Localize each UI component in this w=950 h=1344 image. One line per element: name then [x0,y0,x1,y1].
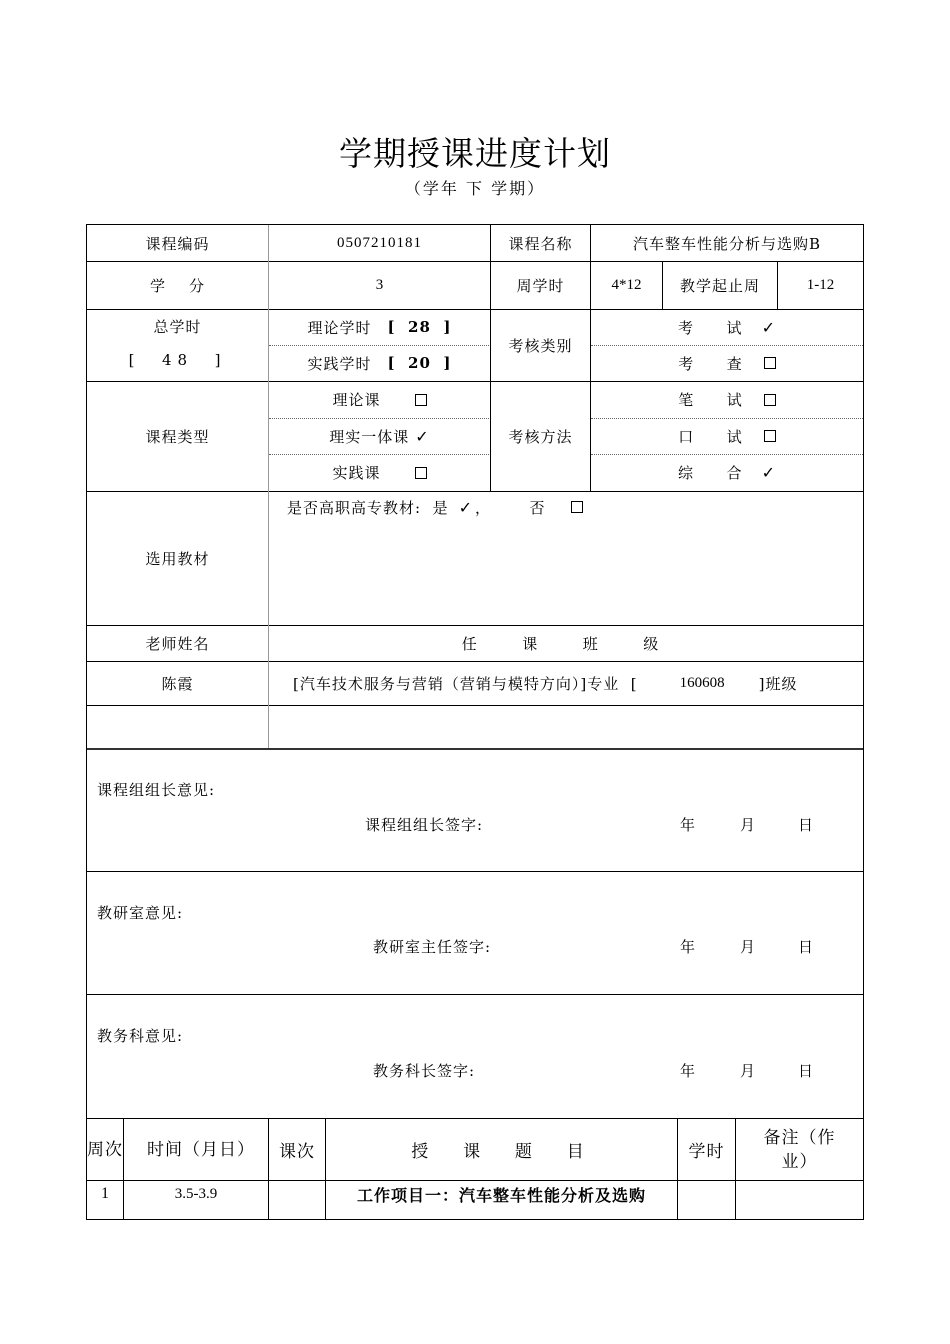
course-name-label: 课程名称 [508,234,573,253]
teacher-name-label: 老师姓名 [145,634,210,653]
textbook-yes-checked-icon[interactable]: ✓ [458,497,473,517]
method-combined-checked-icon[interactable]: ✓ [761,463,776,482]
total-hours-label: 总学时 [153,317,202,336]
course-code-label: 课程编码 [145,234,210,253]
weekly-hours-label: 周学时 [516,276,565,295]
teaching-weeks-label: 教学起止周 [679,276,760,295]
group-leader-year: 年 [679,815,696,834]
check-unchecked-box[interactable] [764,357,776,369]
academic-affairs-opinion-label: 教务科意见: [97,1026,184,1045]
group-leader-day: 日 [797,815,814,834]
total-hours-value: [ 48 ] [128,351,227,369]
schedule-row-hours [678,1182,735,1206]
theory-hours-value: [ 28 ] [387,318,452,336]
academic-affairs-day: 日 [797,1061,814,1080]
type-integrated-label: 理实一体课 [329,427,410,446]
group-leader-opinion-label: 课程组组长意见: [97,780,216,799]
research-office-sign-label: 教研室主任签字: [373,937,492,956]
method-oral-checkbox[interactable] [764,430,776,442]
schedule-row-note [736,1182,863,1206]
practice-hours-label: 实践学时 [307,354,372,373]
teacher-name: 陈霞 [161,674,194,693]
type-integrated-checked-icon[interactable]: ✓ [415,426,430,446]
assessment-check-label: 考 查 [678,354,750,373]
research-office-day: 日 [797,937,814,956]
weekly-hours-value: 4*12 [611,276,642,293]
schedule-row-time: 3.5-3.9 [174,1185,218,1202]
schedule-row-week: 1 [101,1185,109,1202]
academic-affairs-month: 月 [739,1061,756,1080]
textbook-question: 是否高职高专教材: 是 [287,498,449,517]
page-subtitle: （学年 下 学期） [404,179,546,198]
method-oral-label: 口 试 [678,427,750,446]
academic-affairs-sign-label: 教务科长签字: [373,1061,476,1080]
type-practice-label: 实践课 [332,464,381,482]
schedule-header-lesson: 课次 [279,1141,315,1162]
exam-checked-icon[interactable]: ✓ [761,317,776,337]
class-code: 160608 [679,674,725,691]
assessment-method-label: 考核方法 [508,427,573,446]
research-office-opinion-label: 教研室意见: [97,903,184,922]
research-office-year: 年 [679,937,696,956]
teaching-weeks-value: 1-12 [806,276,835,293]
theory-hours-label: 理论学时 [307,318,372,337]
method-written-label: 笔 试 [678,391,750,409]
practice-hours-value: [ 20 ] [387,354,452,372]
schedule-header-week: 周次 [87,1140,123,1160]
textbook-no-checkbox[interactable] [571,501,583,513]
credit-value: 3 [375,276,384,293]
class-suffix: ]班级 [758,674,798,693]
class-major: [汽车技术服务与营销（营销与模特方向）]专业 [ [293,674,638,693]
schedule-header-hours: 学时 [688,1141,725,1162]
schedule-row-topic: 工作项目一：汽车整车性能分析及选购 [356,1185,646,1205]
course-code-value: 0507210181 [337,234,422,251]
page-title: 学期授课进度计划 [339,134,611,173]
textbook-label: 选用教材 [145,549,210,568]
type-practice-checkbox[interactable] [415,467,427,479]
course-type-label: 课程类型 [145,427,210,446]
schedule-header-time: 时间（月日） [147,1140,255,1160]
type-theory-label: 理论课 [332,391,381,409]
method-written-checkbox[interactable] [764,394,776,406]
class-header: 任 课 班 级 [461,634,671,653]
academic-affairs-year: 年 [679,1061,696,1080]
type-theory-checkbox[interactable] [415,394,427,406]
research-office-month: 月 [739,937,756,956]
course-name-value: 汽车整车性能分析与选购B [632,234,822,253]
schedule-header-note: 备注（作业） [763,1128,836,1172]
schedule-row-lesson [269,1182,325,1206]
schedule-header-topic: 授 课 题 目 [411,1141,592,1162]
textbook-no-label: ， 否 [475,498,555,517]
method-combined-label: 综 合 [678,464,750,482]
assessment-category-label: 考核类别 [508,336,573,355]
group-leader-month: 月 [739,815,756,834]
group-leader-sign-label: 课程组组长签字: [365,815,484,834]
plan-form [86,224,864,1220]
assessment-exam-label: 考 试 [678,318,750,337]
credit-label: 学 分 [149,276,206,295]
